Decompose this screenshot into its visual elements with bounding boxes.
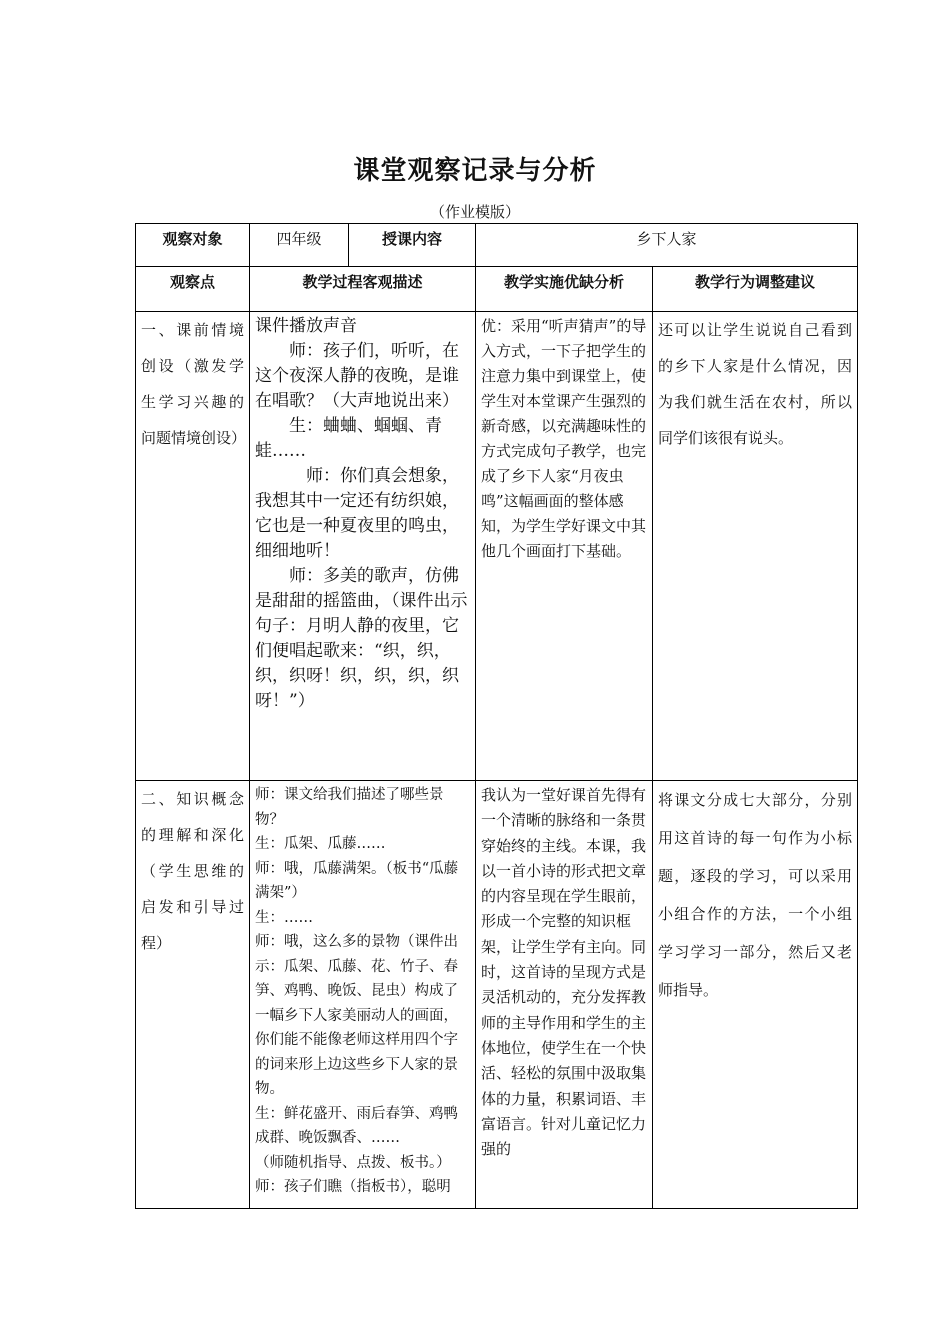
- observation-table: [135, 223, 858, 1209]
- page-title: 课堂观察记录与分析: [353, 156, 597, 186]
- description-line: 生：蛐蛐、蝈蝈、青蛙……: [255, 416, 442, 461]
- column-header: 教学行为调整建议: [653, 267, 858, 312]
- description-line: 师：哦，瓜藤满架。（板书“瓜藤满架”）: [255, 860, 459, 901]
- column-header-row: [136, 267, 858, 312]
- implementation-analysis: 我认为一堂好课首先得有一个清晰的脉络和一条贯穿始终的主线。本课，我以一首小诗的形式把文章的内容呈现在学生眼前，形成一个完整的知识框架，让学生学有主向。同时，这首诗的呈现方式是灵活机动的，充分发挥教师的主导作用和学生的主体地位，使学生在一个快活、轻松的氛围中汲取集体的力量，积累词语、丰富语言。针对儿童记忆力强的: [476, 781, 653, 1209]
- object-label: 观察对象: [136, 224, 250, 267]
- adjustment-suggestion: 将课文分成七大部分，分别用这首诗的每一句作为小标题，逐段的学习，可以采用小组合作的方法，一个小组学习学习一部分，然后又老师指导。: [653, 781, 858, 1209]
- observation-point: 二、知识概念的理解和深化（学生思维的启发和引导过程）: [136, 781, 250, 1209]
- page-subtitle: （作业模版）: [429, 203, 520, 221]
- description-line: 生：……: [255, 909, 313, 926]
- description-line: （师随机指导、点拨、板书。）: [255, 1154, 451, 1171]
- content-label: 授课内容: [349, 224, 476, 267]
- description-line: 师：课文给我们描述了哪些景物？: [255, 787, 444, 828]
- description-line: 师：哦，这么多的景物（课件出示：瓜架、瓜藤、花、竹子、春笋、鸡鸭、晚饭、昆虫）构成了一幅乡下人家美丽动人的画面，你们能不能像老师这样用四个字的词来形上边这些乡下人家的景物。: [255, 934, 458, 1097]
- description-line: 生：鲜花盛开、雨后春笋、鸡鸭成群、晚饭飘香、……: [255, 1105, 458, 1146]
- column-header: 教学实施优缺分析: [476, 267, 653, 312]
- column-header: 观察点: [136, 267, 250, 312]
- info-row: [136, 224, 858, 267]
- process-description: [250, 781, 476, 1209]
- description-line: 课件播放声音: [255, 316, 357, 336]
- content-value: 乡下人家: [476, 224, 858, 267]
- adjustment-suggestion: 还可以让学生说说自己看到的乡下人家是什么情况，因为我们就生活在农村，所以同学们该很有说头。: [653, 312, 858, 781]
- description-line: 生：瓜架、瓜藤……: [255, 836, 386, 852]
- description-line: 师：你们真会想象，我想其中一定还有纺织娘，它也是一种夏夜里的鸣虫，细细地听！: [255, 466, 459, 561]
- table-row: [136, 781, 858, 1209]
- object-value: 四年级: [250, 224, 349, 267]
- description-line: 师：孩子们，听听，在这个夜深人静的夜晚，是谁在唱歌？（大声地说出来）: [255, 341, 459, 411]
- description-line: 师：多美的歌声，仿佛是甜甜的摇篮曲，（课件出示句子：月明人静的夜里，它们便唱起歌来：“织，织，织，织呀！织，织，织，织呀！”）: [255, 566, 468, 711]
- process-description: [250, 312, 476, 781]
- description-line: 师：孩子们瞧（指板书），聪明: [255, 1179, 451, 1195]
- implementation-analysis: 优：采用“听声猜声”的导入方式，一下子把学生的注意力集中到课堂上，使学生对本堂课产生强烈的新奇感，以充满趣味性的方式完成句子教学，也完成了乡下人家“月夜虫鸣”这幅画面的整体感知，为学生学好课文中其他几个画面打下基础。: [476, 312, 653, 781]
- column-header: 教学过程客观描述: [250, 267, 476, 312]
- table-row: [136, 312, 858, 781]
- observation-point: 一、课前情境创设（激发学生学习兴趣的问题情境创设）: [136, 312, 250, 781]
